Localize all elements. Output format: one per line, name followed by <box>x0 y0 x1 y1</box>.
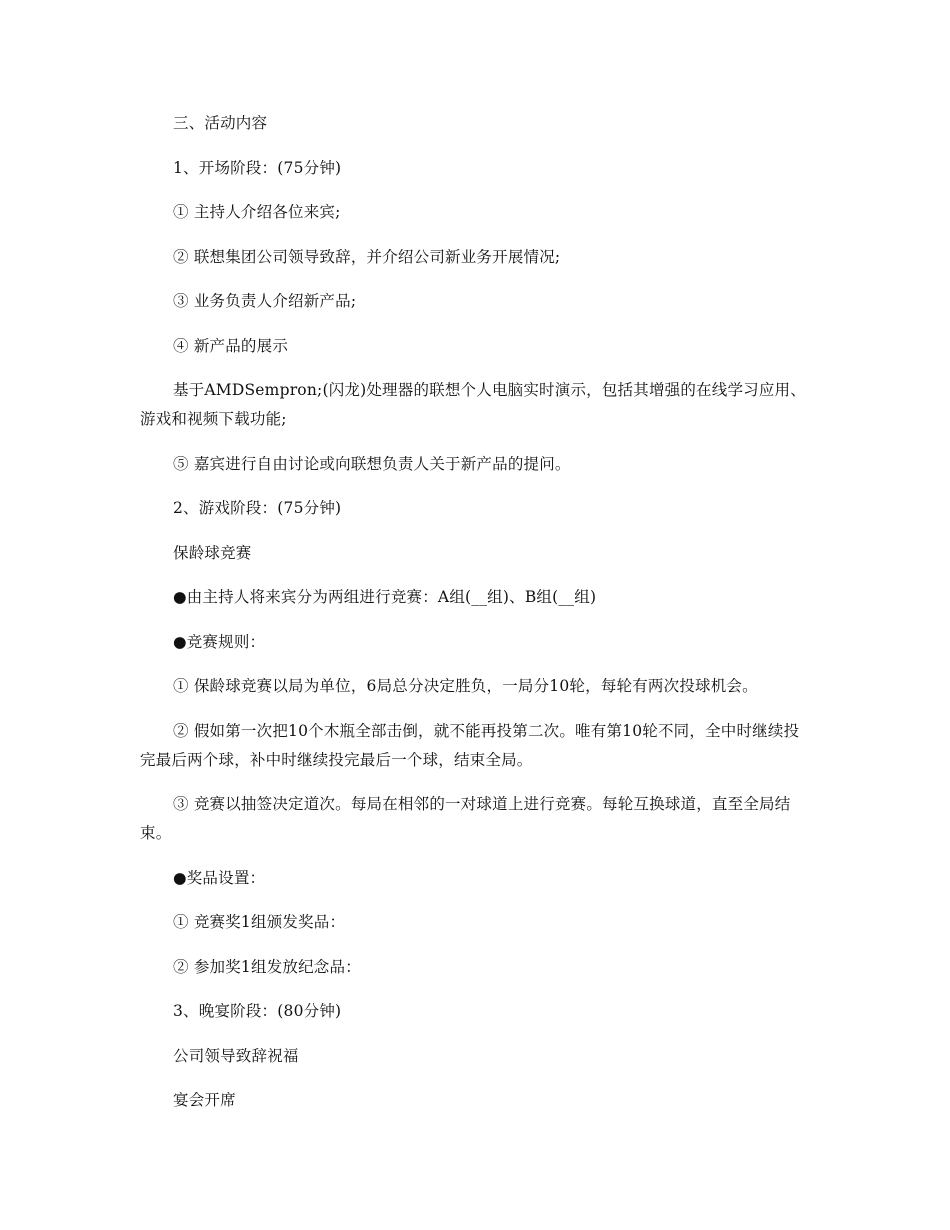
body-paragraph: 宴会开席 <box>173 1091 236 1109</box>
list-item: ② 假如第一次把10个木瓶全部击倒，就不能再投第二次。唯有第10轮不同，全中时继续投完最后两个球，补中时继续投完最后一个球，结束全局。 <box>140 721 800 769</box>
list-item: ⑤ 嘉宾进行自由讨论或向联想负责人关于新产品的提问。 <box>173 454 571 473</box>
bullet-item: ●奖品设置： <box>173 868 266 887</box>
list-item: ③ 竞赛以抽签决定道次。每局在相邻的一对球道上进行竞赛。每轮互换球道，直至全局结束。 <box>140 795 791 842</box>
subheading-bowling: 保龄球竞赛 <box>173 543 252 562</box>
list-item: ② 参加奖1组发放纪念品： <box>173 957 361 976</box>
stage-heading-opening: 1、开场阶段：(75分钟) <box>173 158 342 177</box>
list-item: ① 保龄球竞赛以局为单位，6局总分决定胜负，一局分10轮，每轮有两次投球机会。 <box>173 677 758 695</box>
list-item: ④ 新产品的展示 <box>173 336 289 355</box>
bullet-item: ●由主持人将来宾分为两组进行竞赛：A组(__组)、B组(__组) <box>173 588 597 606</box>
section-heading-activity-content: 三、活动内容 <box>173 114 268 132</box>
body-paragraph: 基于AMDSempron;(闪龙)处理器的联想个人电脑实时演示，包括其增强的在线学习应用、游戏和视频下载功能; <box>140 381 806 428</box>
list-item: ② 联想集团公司领导致辞，并介绍公司新业务开展情况; <box>173 247 561 266</box>
list-item: ① 主持人介绍各位来宾; <box>173 203 341 221</box>
body-paragraph: 公司领导致辞祝福 <box>173 1046 299 1065</box>
list-item: ③ 业务负责人介绍新产品; <box>173 292 357 310</box>
stage-heading-banquet: 3、晚宴阶段：(80分钟) <box>173 1002 342 1020</box>
document-body <box>140 109 812 1131</box>
bullet-item: ●竞赛规则： <box>173 632 266 651</box>
list-item: ① 竞赛奖1组颁发奖品： <box>173 913 346 931</box>
stage-heading-game: 2、游戏阶段：(75分钟) <box>173 499 342 517</box>
